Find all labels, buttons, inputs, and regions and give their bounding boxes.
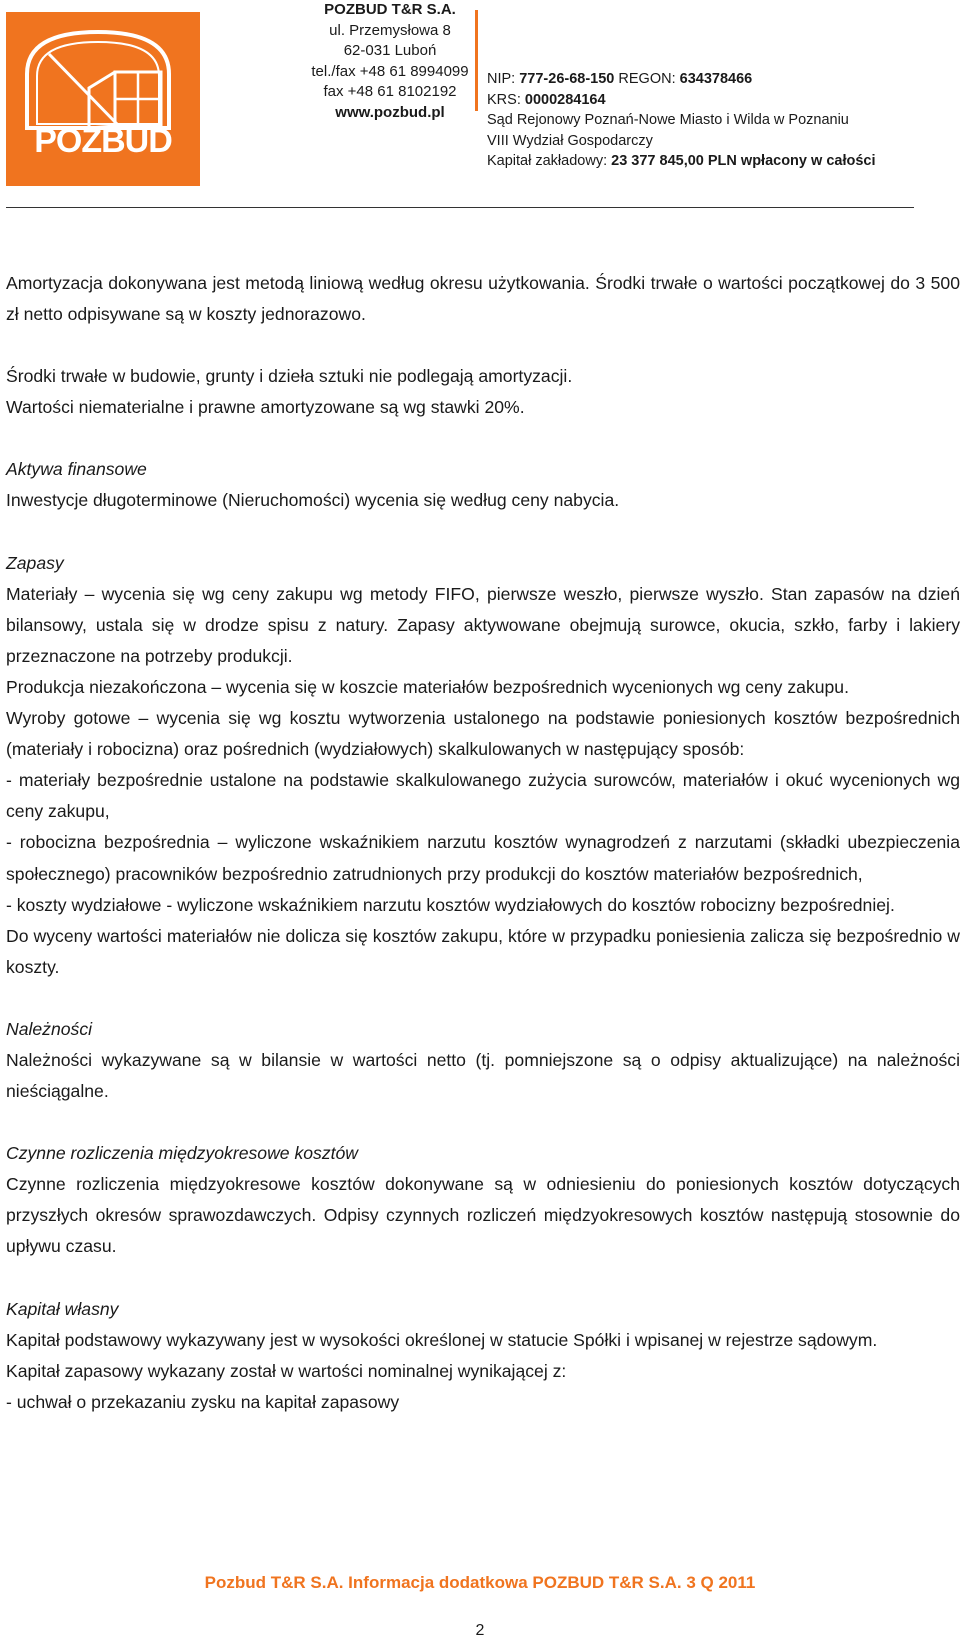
company-logo — [6, 12, 200, 186]
paragraph-valuation: Do wyceny wartości materiałów nie dolicza się kosztów zakupu, które w przypadku poniesienia zalicza się bezpośrednio w koszty. — [6, 925, 960, 977]
paragraph-reserve-capital: Kapitał zapasowy wykazany został w wartości nominalnej wynikającej z: — [6, 1360, 567, 1381]
company-name: POZBUD T&R S.A. — [324, 1, 456, 18]
heading-equity: Kapitał własny — [6, 1298, 119, 1319]
company-postal: 62-031 Luboń — [343, 42, 437, 59]
header-rule — [6, 207, 914, 208]
paragraph-department-costs: - koszty wydziałowe - wyliczone wskaźnikiem narzutu kosztów wydziałowych do kosztów robocizny bezpośredniej. — [6, 894, 895, 915]
document-body — [6, 268, 960, 1418]
registration-info — [487, 69, 876, 172]
nip-value: 777-26-68-150 — [519, 71, 615, 87]
heading-receivables: Należności — [6, 1018, 93, 1039]
regon-value: 634378466 — [679, 71, 753, 87]
company-tel: tel./fax +48 61 8994099 — [311, 62, 469, 80]
paragraph-receivables: Należności wykazywane są w bilansie w wartości netto (tj. pomniejszone są o odpisy aktualizujące) na należności nieściągalne. — [6, 1049, 960, 1102]
paragraph-finished-goods: Wyroby gotowe – wycenia się wg kosztu wytworzenia ustalonego na podstawie poniesionych kosztów bezpośrednich (materiały i robocizna) oraz pośrednich (wydziałowych) skalkulowanych w następujący sposób: — [6, 708, 960, 760]
nip-regon-line: NIP: 777-26-68-150 REGON: 634378466 — [487, 71, 753, 87]
paragraph-amortization: Amortyzacja dokonywana jest metodą liniową według okresu użytkowania. Środki trwałe o wartości początkowej do 3 500 zł netto odpisywane są w koszty jednorazowo. — [6, 273, 960, 325]
paragraph-prepayments: Czynne rozliczenia międzyokresowe kosztów dokonywane są w odniesieniu do poniesionych kosztów dotyczących przyszłych okresów sprawozdawczych. Odpisy czynnych rozliczeń międzyokresowych kosztów następują stosownie do upływu czasu. — [6, 1174, 960, 1257]
share-capital-line: Kapitał zakładowy: 23 377 845,00 PLN wpłacony w całości — [487, 153, 876, 169]
company-address — [300, 0, 480, 123]
company-street: ul. Przemysłowa 8 — [329, 21, 451, 39]
heading-prepayments: Czynne rozliczenia międzyokresowe kosztów — [6, 1143, 359, 1164]
paragraph-resolutions: - uchwał o przekazaniu zysku na kapitał zapasowy — [6, 1391, 400, 1412]
paragraph-share-capital: Kapitał podstawowy wykazywany jest w wysokości określonej w statucie Spółki i wpisanej w rejestrze sądowym. — [6, 1329, 878, 1350]
logo-wordmark: POZBUD — [34, 122, 172, 160]
company-website-link[interactable]: www.pozbud.pl — [335, 103, 445, 121]
court-division-line: VIII Wydział Gospodarczy — [487, 132, 653, 149]
paragraph-direct-materials: - materiały bezpośrednie ustalone na podstawie skalkulowanego zużycia surowców, materiałów i okuć wycenionych wg ceny zakupu, — [6, 770, 960, 822]
heading-inventory: Zapasy — [6, 552, 64, 573]
krs-value: 0000284164 — [524, 91, 606, 108]
header-divider — [475, 10, 478, 111]
paragraph-financial-assets: Inwestycje długoterminowe (Nieruchomości) wycenia się według ceny nabycia. — [6, 490, 620, 511]
page-number: 2 — [475, 1622, 485, 1639]
paragraph-fixed-assets: Środki trwałe w budowie, grunty i dzieła sztuki nie podlegają amortyzacji. — [6, 366, 573, 387]
share-capital-value: 23 377 845,00 PLN wpłacony w całości — [611, 153, 876, 169]
paragraph-materials: Materiały – wycenia się wg ceny zakupu wg metody FIFO, pierwsze weszło, pierwsze wyszło. Stan zapasów na dzień bilansowy, ustala się w drodze spisu z natury. Zapasy aktywowane obejmują surowce, okucia, szkło, farby i lakiery przeznaczone na potrzeby produkcji. — [6, 583, 960, 666]
company-fax: fax +48 61 8102192 — [323, 83, 457, 100]
paragraph-intangibles: Wartości niematerialne i prawne amortyzowane są wg stawki 20%. — [6, 397, 525, 418]
court-line: Sąd Rejonowy Poznań-Nowe Miasto i Wilda w Poznaniu — [487, 112, 849, 128]
page-footer: Pozbud T&R S.A. Informacja dodatkowa POZBUD T&R S.A. 3 Q 2011 — [204, 1573, 756, 1592]
krs-line: KRS: 0000284164 — [487, 91, 606, 108]
paragraph-direct-labour: - robocizna bezpośrednia – wyliczone wskaźnikiem narzutu kosztów wynagrodzeń z narzutami (składki ubezpieczenia społecznego) pracowników bezpośrednio zatrudnionych przy produkcji do kosztów materiałów bezpośrednich, — [6, 832, 960, 884]
paragraph-work-in-progress: Produkcja niezakończona – wycenia się w koszcie materiałów bezpośrednich wycenionych wg ceny zakupu. — [6, 676, 849, 697]
window-frame-icon — [19, 28, 177, 132]
heading-financial-assets: Aktywa finansowe — [6, 459, 147, 480]
